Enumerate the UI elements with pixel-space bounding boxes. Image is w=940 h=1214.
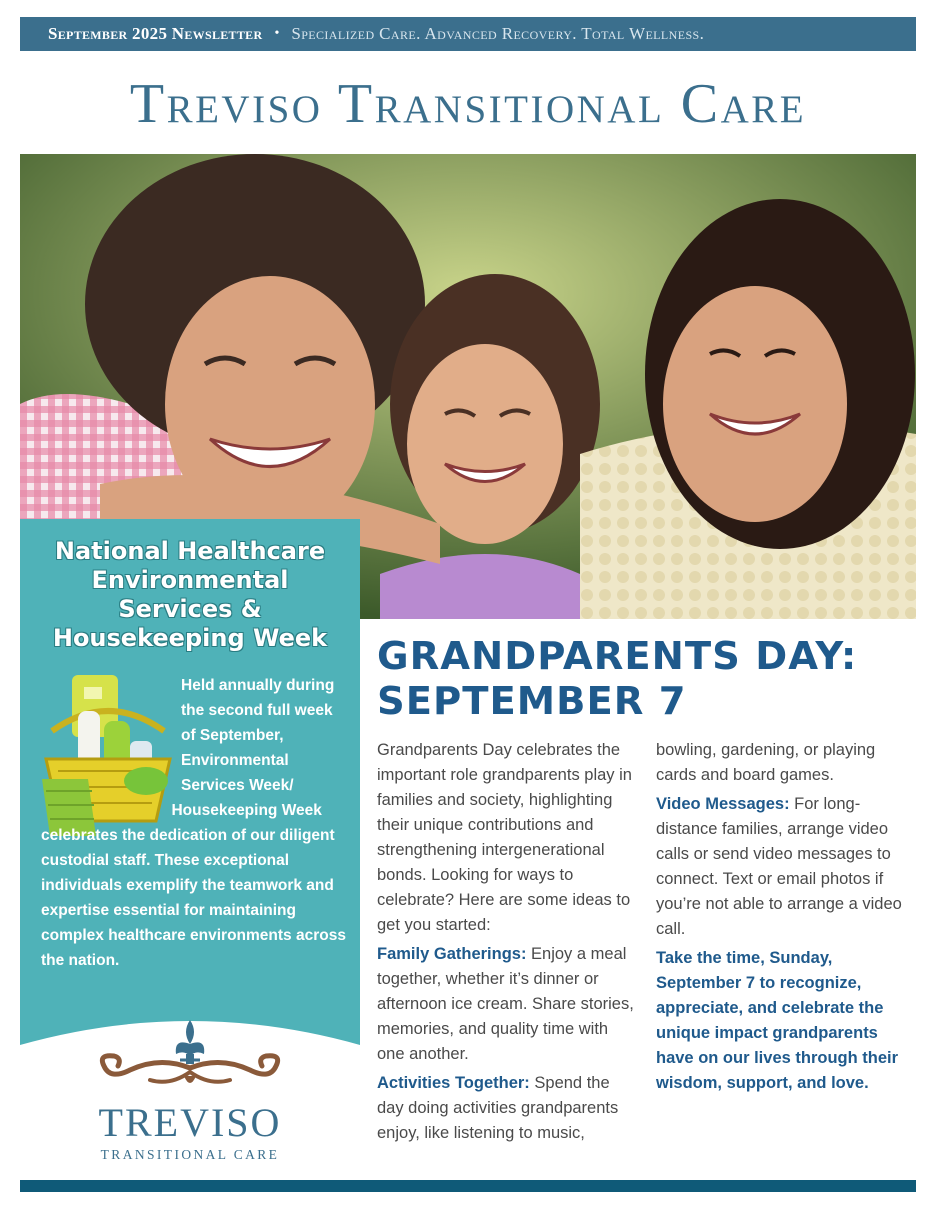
family-gatherings-text: Enjoy a meal together, whether it’s dinner or afternoon ice cream. Share stories, memories, and quality time with one another. <box>377 945 634 1063</box>
newsletter-label: September 2025 Newsletter <box>48 24 263 43</box>
footer-bar <box>20 1180 916 1192</box>
activities-together-continued: bowling, gardening, or playing cards and board games. <box>656 741 876 784</box>
activities-together-lead: Activities Together: <box>377 1074 530 1092</box>
activities-together-paragraph <box>377 1071 639 1146</box>
video-messages-lead: Video Messages: <box>656 795 790 813</box>
video-messages-text: For long-distance families, arrange video calls or send video messages to connect. Text or email photos if you’re not able to arrange a video call. <box>656 795 902 938</box>
logo-name: TREVISO <box>98 1100 282 1145</box>
banner-separator: • <box>274 26 280 41</box>
banner-tagline: Specialized Care. Advanced Recovery. Total Wellness. <box>291 24 705 43</box>
housekeeping-week-sidebar <box>20 519 360 1176</box>
article-column-2 <box>656 738 906 1100</box>
family-gatherings-lead: Family Gatherings: <box>377 945 527 963</box>
basket-wrap-spacer <box>41 673 181 819</box>
article-column-1 <box>377 738 639 1150</box>
family-gatherings-paragraph <box>377 942 639 1067</box>
article-intro: Grandparents Day celebrates the important role grandparents play in families and society, highlighting their unique contributions and strengthening intergenerational bonds. Looking for ways to celebrate? Here are some ideas to get you started: <box>377 741 632 934</box>
logo-subtitle: TRANSITIONAL CARE <box>100 1147 280 1162</box>
activities-together-text: Spend the day doing activities grandparents enjoy, like listening to music, <box>377 1074 619 1142</box>
article-closing: Take the time, Sunday, September 7 to recognize, appreciate, and celebrate the unique impact grandparents have on our lives through their wisdom, support, and love. <box>656 949 899 1092</box>
newsletter-banner <box>20 17 916 51</box>
masthead-title: Treviso Transitional Care <box>129 73 807 135</box>
sidebar-body <box>41 673 351 973</box>
sidebar-title: National Healthcare Environmental Services & Housekeeping Week <box>52 537 328 652</box>
video-messages-paragraph <box>656 792 906 942</box>
article-title: GRANDPARENTS DAY: SEPTEMBER 7 <box>377 634 858 724</box>
fleur-de-lis-icon <box>90 1016 290 1094</box>
sidebar-body-text: Held annually during the second full week of September, Environmental Services Week/ Housekeeping Week celebrates the dedication of our diligent custodial staff. These exceptional individuals exemplify the teamwork and expertise essential for maintaining complex healthcare environments across the nation. <box>41 677 346 969</box>
